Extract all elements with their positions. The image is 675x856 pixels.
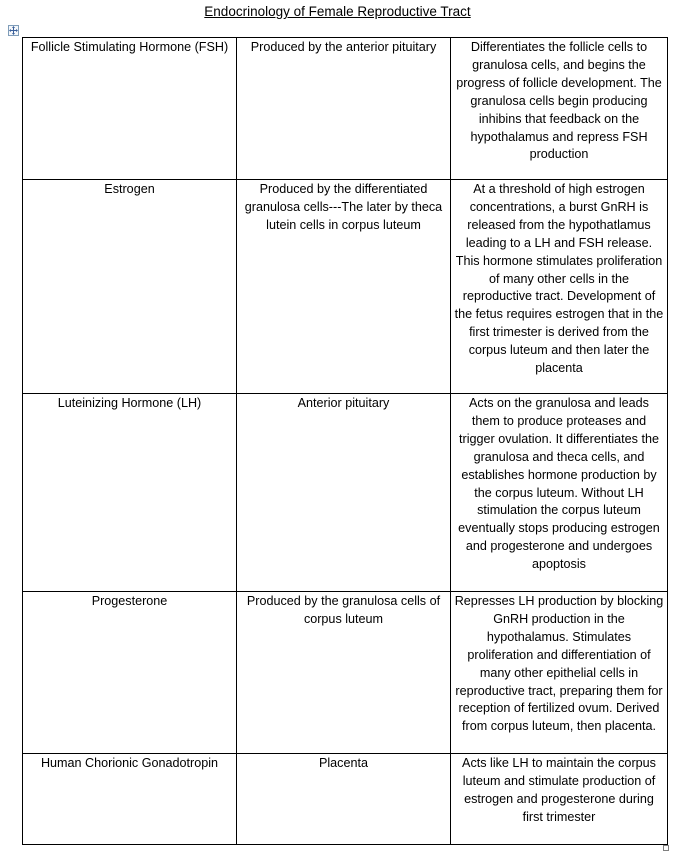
hormone-function-cell[interactable]: Differentiates the follicle cells to granulosa cells, and begins the progress of follicle development. The granulosa cells begin producing inhibins that feedback on the hypothalamus and repress FSH production	[451, 38, 668, 180]
hormone-function-cell[interactable]: Represses LH production by blocking GnRH production in the hypothalamus. Stimulates proliferation and differentiation of many other epithelial cells in reproductive tract, preparing them for reception of fertilized ovum. Derived from corpus luteum, then placenta.	[451, 592, 668, 754]
hormone-name-cell[interactable]: Follicle Stimulating Hormone (FSH)	[23, 38, 237, 180]
hormone-name-cell[interactable]: Progesterone	[23, 592, 237, 754]
table-row	[23, 38, 668, 180]
hormone-name-cell[interactable]: Human Chorionic Gonadotropin	[23, 754, 237, 845]
table-move-handle-icon[interactable]	[8, 25, 19, 36]
table-resize-handle-icon[interactable]	[663, 845, 669, 851]
table-row	[23, 754, 668, 845]
hormone-source-cell[interactable]: Produced by the differentiated granulosa cells---The later by theca lutein cells in corpus luteum	[237, 180, 451, 394]
hormone-source-cell[interactable]: Produced by the granulosa cells of corpus luteum	[237, 592, 451, 754]
document-title: Endocrinology of Female Reproductive Tract	[204, 4, 471, 19]
hormone-function-cell[interactable]: At a threshold of high estrogen concentrations, a burst GnRH is released from the hypothatlamus leading to a LH and FSH release. This hormone stimulates proliferation of many other cells in the reproductive tract. Development of the fetus requires estrogen that in the first trimester is derived from the corpus luteum and then later the placenta	[451, 180, 668, 394]
hormone-name-cell[interactable]: Estrogen	[23, 180, 237, 394]
hormone-table	[22, 37, 668, 845]
hormone-source-cell[interactable]: Produced by the anterior pituitary	[237, 38, 451, 180]
hormone-name-cell[interactable]: Luteinizing Hormone (LH)	[23, 394, 237, 592]
table-row	[23, 592, 668, 754]
hormone-function-cell[interactable]: Acts like LH to maintain the corpus luteum and stimulate production of estrogen and progesterone during first trimester	[451, 754, 668, 845]
hormone-source-cell[interactable]: Anterior pituitary	[237, 394, 451, 592]
table-row	[23, 180, 668, 394]
hormone-function-cell[interactable]: Acts on the granulosa and leads them to produce proteases and trigger ovulation. It differentiates the granulosa and theca cells, and establishes hormone production by the corpus luteum. Without LH stimulation the corpus luteum eventually stops producing estrogen and progesterone and undergoes apoptosis	[451, 394, 668, 592]
table-row	[23, 394, 668, 592]
hormone-source-cell[interactable]: Placenta	[237, 754, 451, 845]
